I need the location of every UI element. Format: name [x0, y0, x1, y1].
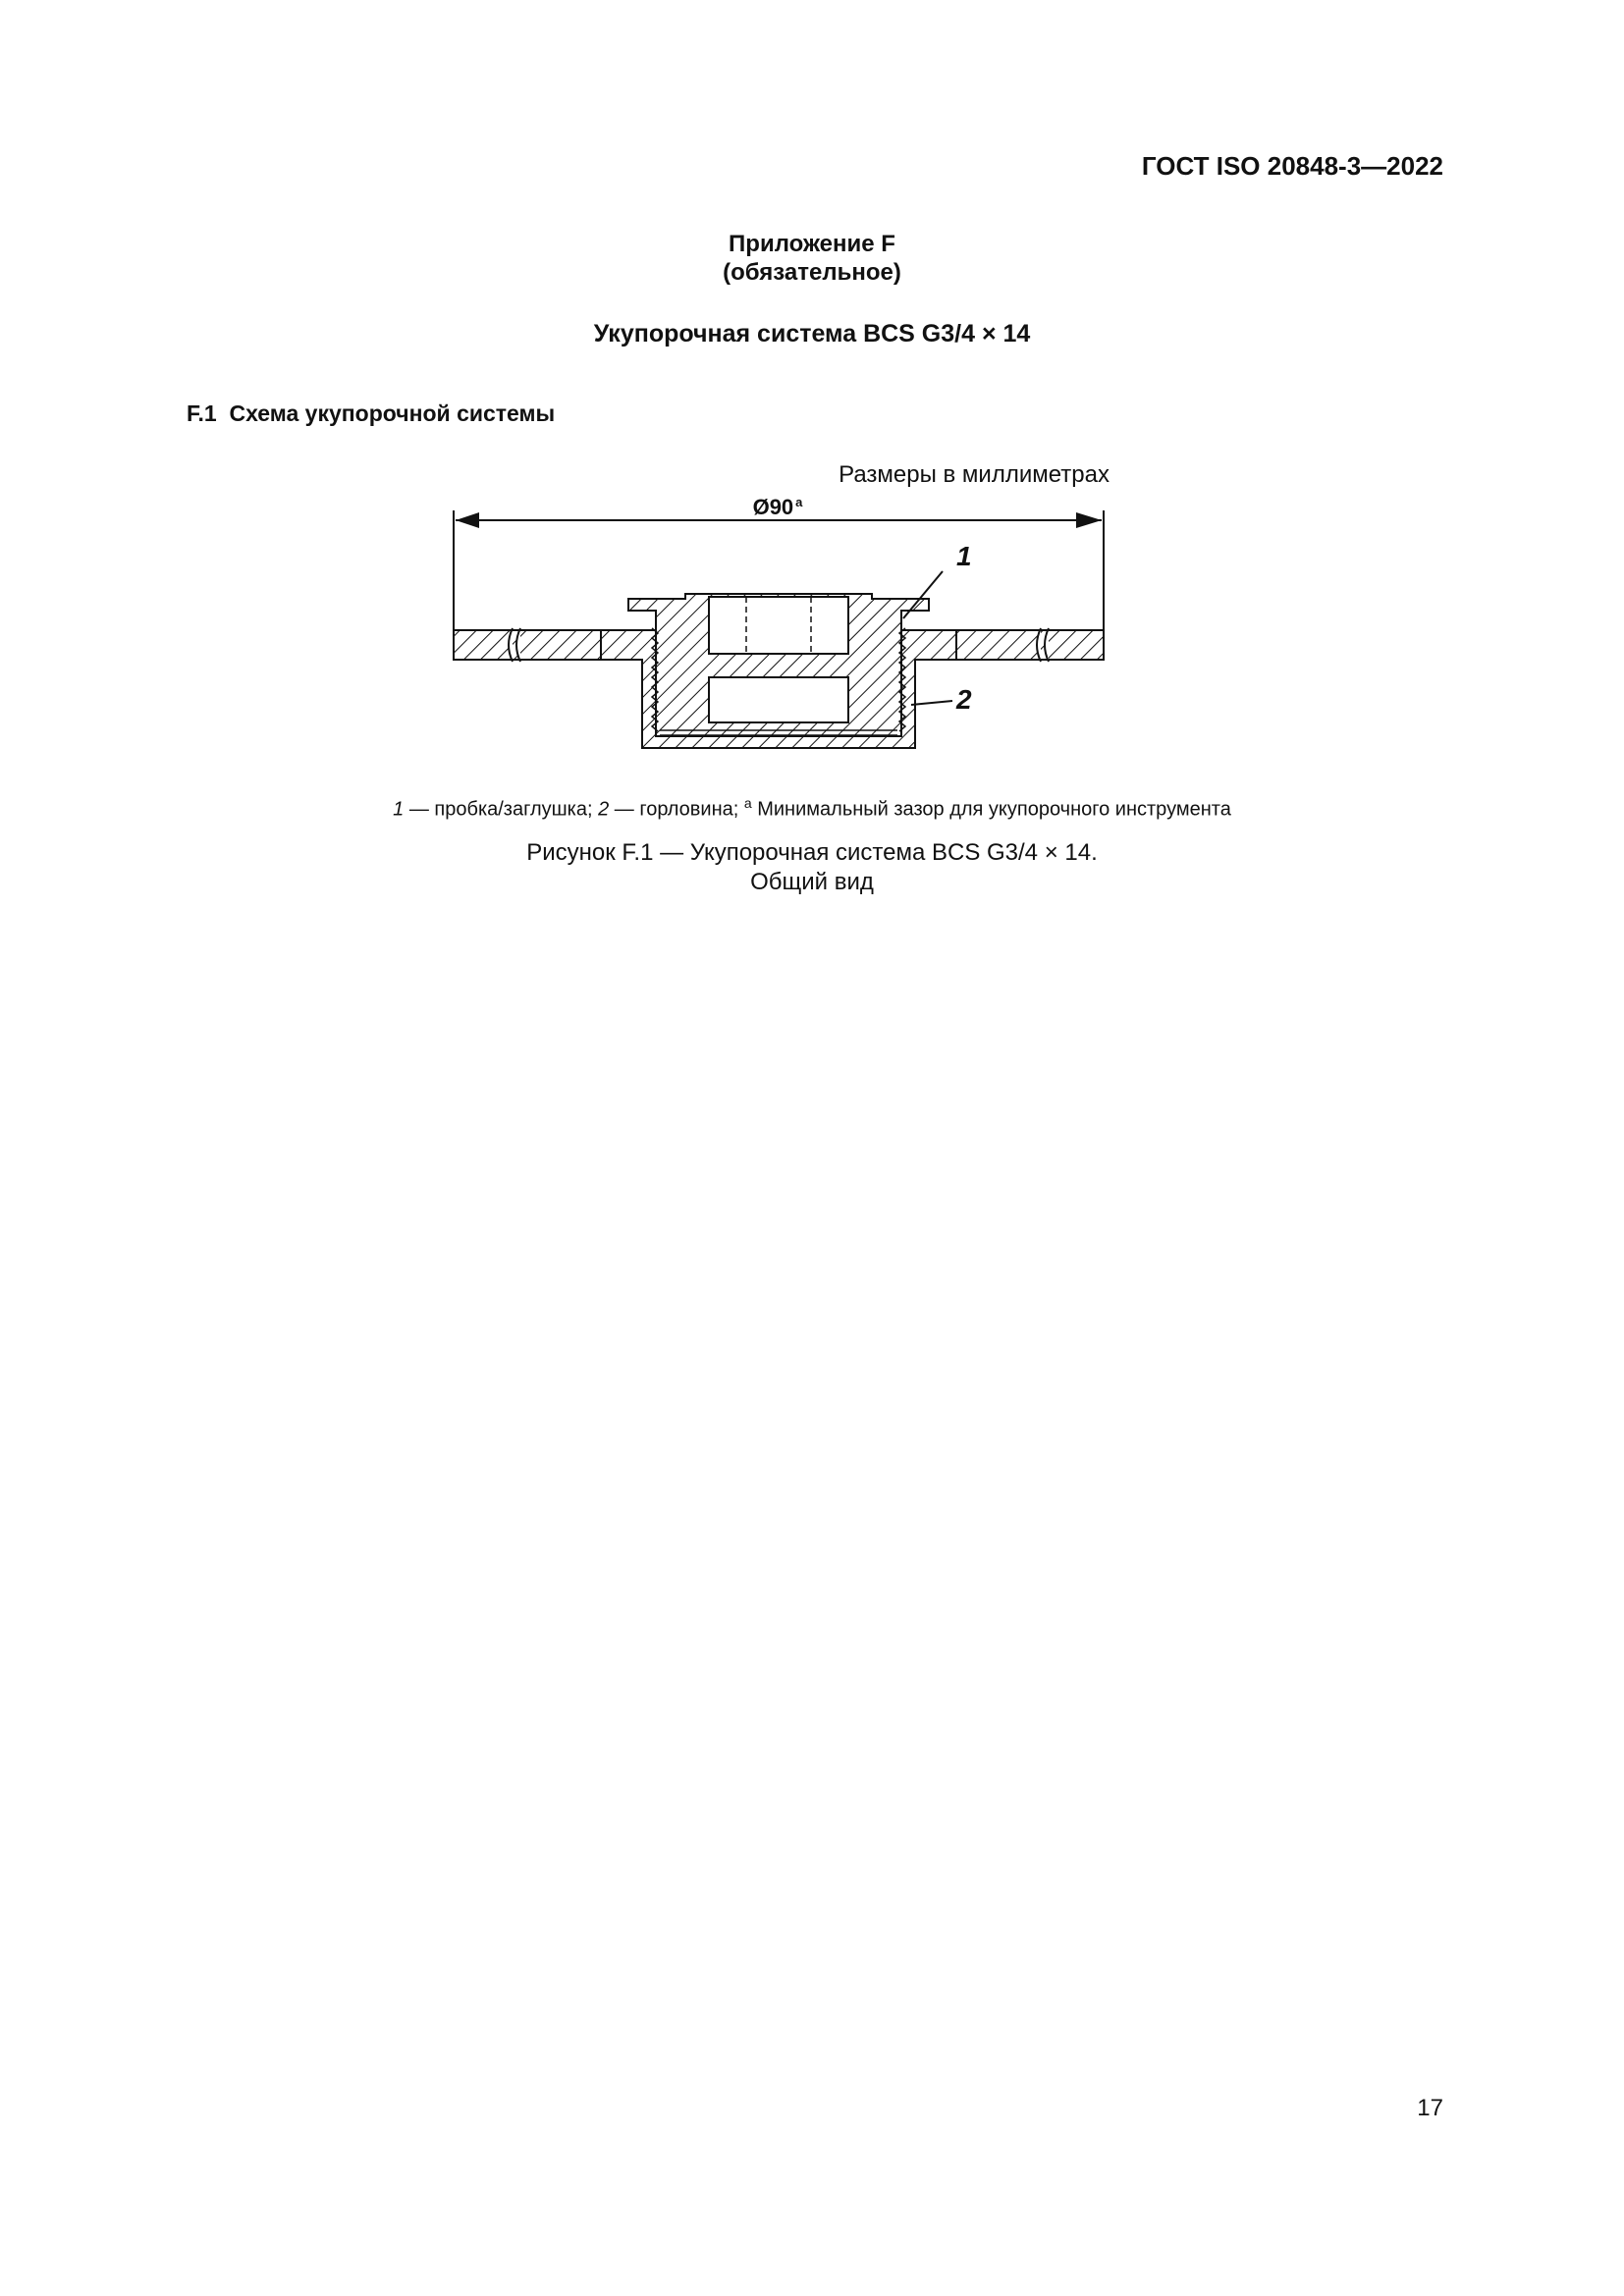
legend-item1-number: 1 [393, 798, 405, 821]
caption-line-1: Рисунок F.1 — Укупорочная система BCS G3/4 × 14. [526, 839, 1098, 866]
figure-legend [0, 795, 1624, 822]
dimension-label: Ø90 $^a$ [752, 495, 803, 519]
legend-item2-text: — горловина; [609, 798, 744, 821]
main-title: Укупорочная система BCS G3/4 × 14 [593, 320, 1031, 347]
section-heading [187, 400, 555, 427]
section-number: F.1 [187, 400, 217, 426]
caption-line-2: Общий вид [750, 869, 874, 895]
annex-status: (обязательное) [723, 259, 901, 286]
closure-system-drawing [432, 491, 1119, 766]
legend-item2-number: 2 [598, 798, 610, 821]
dimension-note: Размеры в миллиметрах [839, 461, 1110, 488]
annex-heading [0, 230, 1624, 287]
legend-note-mark: a [743, 795, 752, 811]
legend-note-text: Минимальный зазор для укупорочного инструмента [751, 798, 1231, 821]
legend-item1-text: — пробка/заглушка; [404, 798, 599, 821]
flange-left [454, 630, 601, 660]
plug-lower-cavity [709, 677, 848, 722]
flange-right [956, 630, 1104, 660]
callout-2-label: 2 [956, 684, 972, 715]
plug-upper-cavity [709, 597, 848, 654]
callout-1-label: 1 [956, 541, 972, 571]
figure-caption [0, 838, 1624, 897]
section-title: Схема укупорочной системы [229, 400, 556, 426]
document-code: ГОСТ ISO 20848-3—2022 [1141, 151, 1443, 181]
callout-2-leader [911, 701, 952, 705]
page-number: 17 [1417, 2095, 1443, 2121]
annex-title: Приложение F [729, 231, 895, 257]
